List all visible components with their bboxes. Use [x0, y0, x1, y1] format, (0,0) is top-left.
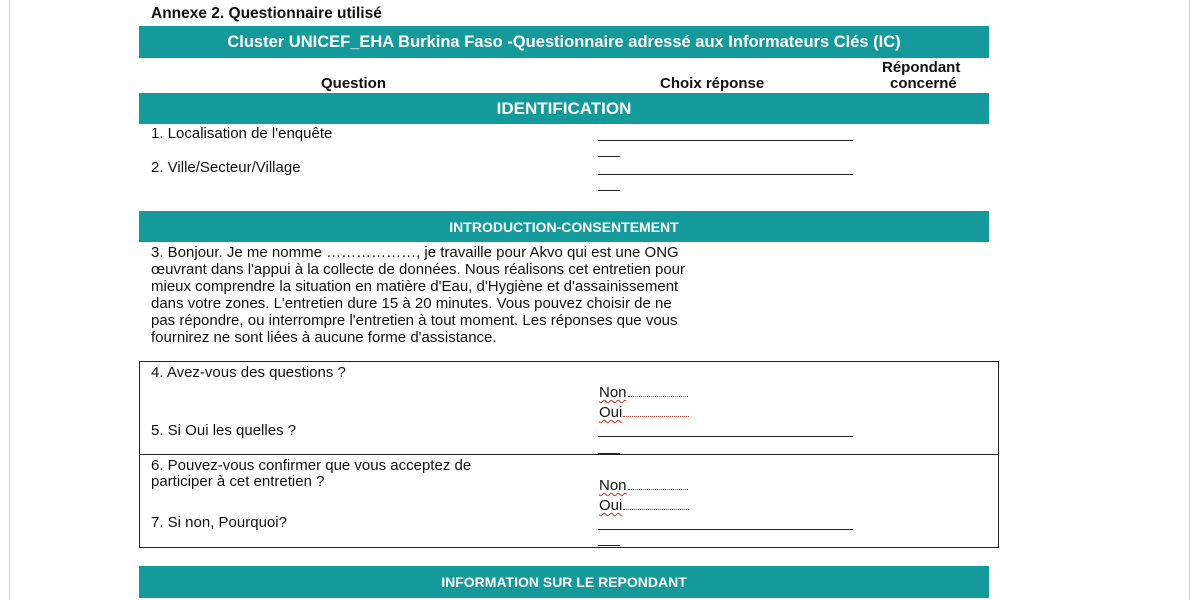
- answer-line-q7[interactable]: [598, 529, 853, 530]
- section-bar-identification: [139, 93, 989, 124]
- section-title-info: INFORMATION SUR LE REPONDANT: [441, 574, 687, 590]
- answer-line-q1-cont[interactable]: [598, 156, 620, 157]
- option-non-blank: [628, 396, 688, 397]
- question-3-line: dans votre zones. L'entretien dure 15 à 20 minutes. Vous pouvez choisir de ne: [151, 295, 672, 312]
- cluster-title: Cluster UNICEF_EHA Burkina Faso -Questionnaire adressé aux Informateurs Clés (IC): [227, 32, 901, 51]
- option-oui-label: Oui: [599, 497, 623, 514]
- answer-line-q2[interactable]: [598, 174, 853, 175]
- annex-title: Annexe 2. Questionnaire utilisé: [151, 5, 382, 22]
- question-3-paragraph: [151, 244, 871, 346]
- option-non-label: Non: [599, 384, 627, 401]
- section-bar-intro: [139, 211, 989, 242]
- option-oui-blank: [623, 509, 689, 510]
- answer-line-q7-cont[interactable]: [598, 545, 620, 546]
- question-2-label: 2. Ville/Secteur/Village: [151, 159, 301, 176]
- question-3-line: œuvrant dans l'appui à la collecte de données. Nous réalisons cet entretien pour: [151, 261, 686, 278]
- page-left-edge: [9, 0, 10, 600]
- section-bar-info: [139, 566, 989, 598]
- column-header-choice: Choix réponse: [660, 75, 765, 92]
- option-non-label: Non: [599, 477, 627, 494]
- answer-line-q1[interactable]: [598, 140, 853, 141]
- option-oui-label: Oui: [599, 404, 623, 421]
- column-header-respondent-line2: concerné: [890, 75, 957, 92]
- question-6-label-line2: participer à cet entretien ?: [151, 473, 325, 490]
- question-5-label: 5. Si Oui les quelles ?: [151, 422, 297, 439]
- option-oui-q4[interactable]: [599, 404, 689, 421]
- question-3-line: pas répondre, ou interrompre l'entretien à tout moment. Les réponses que vous: [151, 312, 678, 329]
- question-3-line: mieux comprendre la situation en matière d'Eau, d'Hygiène et d'assainissement: [151, 278, 679, 295]
- option-oui-blank: [623, 416, 689, 417]
- section-title-intro: INTRODUCTION-CONSENTEMENT: [449, 218, 679, 235]
- option-oui-q6[interactable]: [599, 497, 689, 514]
- cluster-header-bar: [139, 26, 989, 58]
- answer-line-q2-cont[interactable]: [598, 190, 620, 191]
- question-6-label-line1: 6. Pouvez-vous confirmer que vous acceptez de: [151, 457, 472, 474]
- column-header-respondent-line1: Répondant: [882, 59, 961, 76]
- question-3-line: 3. Bonjour. Je me nomme ………………, je travaille pour Akvo qui est une ONG: [151, 244, 679, 261]
- option-non-q6[interactable]: [599, 477, 688, 494]
- question-4-label: 4. Avez-vous des questions ?: [151, 364, 346, 381]
- section-title-identification: IDENTIFICATION: [496, 98, 632, 118]
- question-1-label: 1. Localisation de l'enquête: [151, 125, 333, 142]
- option-non-blank: [628, 489, 688, 490]
- option-non-q4[interactable]: [599, 384, 688, 401]
- question-3-line: fournirez ne sont liées à aucune forme d'assistance.: [151, 329, 497, 346]
- question-7-label: 7. Si non, Pourquoi?: [151, 514, 287, 531]
- column-header-question: Question: [321, 75, 387, 92]
- answer-line-q5[interactable]: [598, 436, 853, 437]
- page-right-edge: [1189, 0, 1190, 600]
